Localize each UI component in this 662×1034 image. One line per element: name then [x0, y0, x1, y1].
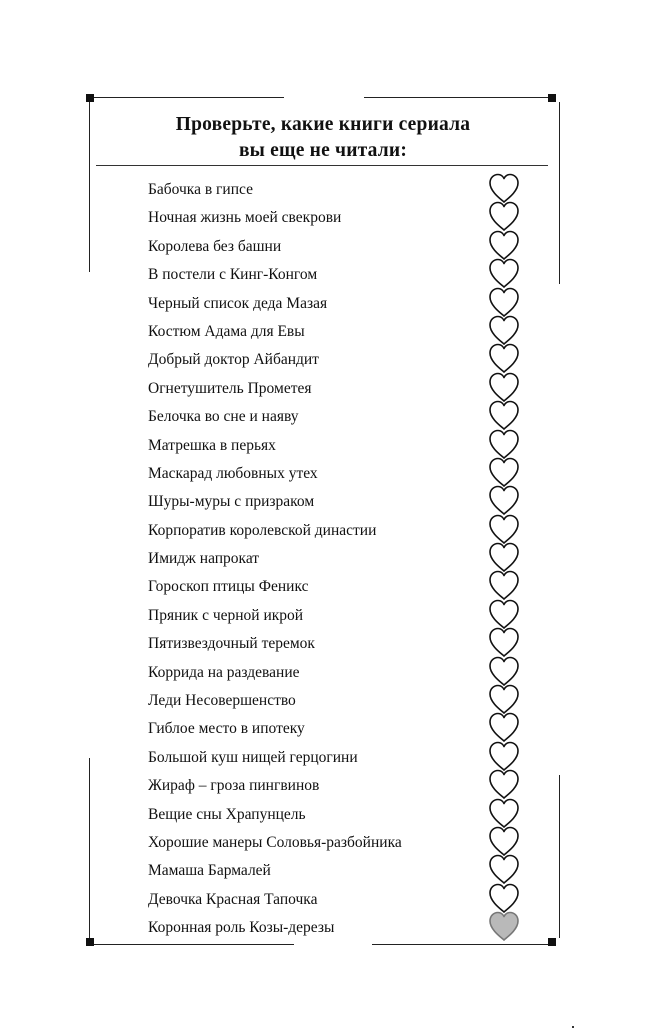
book-row [148, 374, 528, 402]
book-row [148, 431, 528, 459]
book-title: Девочка Красная Тапочка [148, 890, 318, 908]
title-divider [96, 165, 548, 166]
book-title: Огнетушитель Прометея [148, 379, 312, 397]
book-row [148, 771, 528, 799]
book-row [148, 487, 528, 515]
frame-top-right-arm [364, 97, 548, 98]
book-row [148, 629, 528, 657]
book-title: В постели с Кинг-Конгом [148, 266, 318, 284]
book-row [148, 885, 528, 913]
book-row [148, 686, 528, 714]
book-row [148, 459, 528, 487]
book-row [148, 175, 528, 203]
frame-right-upper-arm [559, 102, 560, 284]
frame-corner-bottom-right [548, 938, 556, 946]
book-title: Шуры-муры с призраком [148, 493, 315, 511]
book-title: Черный список деда Мазая [148, 294, 328, 312]
book-row [148, 913, 528, 941]
book-title: Ночная жизнь моей свекрови [148, 209, 342, 227]
frame-bottom-right-arm [372, 944, 548, 945]
book-title: Корпоратив королевской династии [148, 521, 377, 539]
book-title: Мамаша Бармалей [148, 862, 271, 880]
frame-corner-top-right [548, 94, 556, 102]
book-title: Матрешка в перьях [148, 436, 276, 454]
frame-top-left-arm [94, 97, 284, 98]
book-title: Маскарад любовных утех [148, 464, 318, 482]
frame-corner-top-left [86, 94, 94, 102]
book-title: Пятизвездочный теремок [148, 635, 315, 653]
book-checklist [148, 175, 528, 942]
book-title: Белочка во сне и наяву [148, 408, 299, 426]
book-row [148, 800, 528, 828]
page-title-line-1: Проверьте, какие книги сериала [175, 114, 471, 135]
book-row [148, 856, 528, 884]
book-row [148, 317, 528, 345]
book-row [148, 289, 528, 317]
book-title: Королева без башни [148, 237, 282, 255]
frame-left-lower-arm [89, 758, 90, 938]
page-mark [572, 1026, 574, 1028]
book-title: Бабочка в гипсе [148, 181, 253, 198]
book-title: Имидж напрокат [148, 550, 260, 568]
book-title: Вещие сны Храпунцель [148, 805, 306, 823]
book-row [148, 203, 528, 231]
book-row [148, 260, 528, 288]
book-row [148, 516, 528, 544]
book-row [148, 601, 528, 629]
frame-right-lower-arm [559, 775, 560, 938]
book-row [148, 544, 528, 572]
heart-filled-icon[interactable] [487, 910, 521, 943]
book-row [148, 345, 528, 373]
page-title [96, 112, 550, 164]
book-title: Коррида на раздевание [148, 663, 300, 681]
frame-left-upper-arm [89, 102, 90, 272]
book-title: Гороскоп птицы Феникс [148, 578, 309, 596]
book-title: Добрый доктор Айбандит [148, 351, 319, 369]
book-row [148, 402, 528, 430]
book-row [148, 572, 528, 600]
frame-bottom-left-arm [94, 944, 294, 945]
book-row [148, 658, 528, 686]
book-title: Жираф – гроза пингвинов [148, 777, 320, 795]
book-row [148, 714, 528, 742]
book-title: Леди Несовершенство [148, 692, 296, 710]
book-title: Пряник с черной икрой [148, 606, 304, 624]
frame-corner-bottom-left [86, 938, 94, 946]
book-title: Хорошие манеры Соловья-разбойника [148, 833, 402, 851]
book-row [148, 743, 528, 771]
book-row [148, 828, 528, 856]
book-title: Коронная роль Козы-дерезы [148, 919, 335, 937]
book-title: Костюм Адама для Евы [148, 322, 305, 340]
book-title: Гиблое место в ипотеку [148, 720, 305, 738]
book-title: Большой куш нищей герцогини [148, 748, 358, 766]
page-title-line-2: вы еще не читали: [238, 140, 408, 161]
book-row [148, 232, 528, 260]
